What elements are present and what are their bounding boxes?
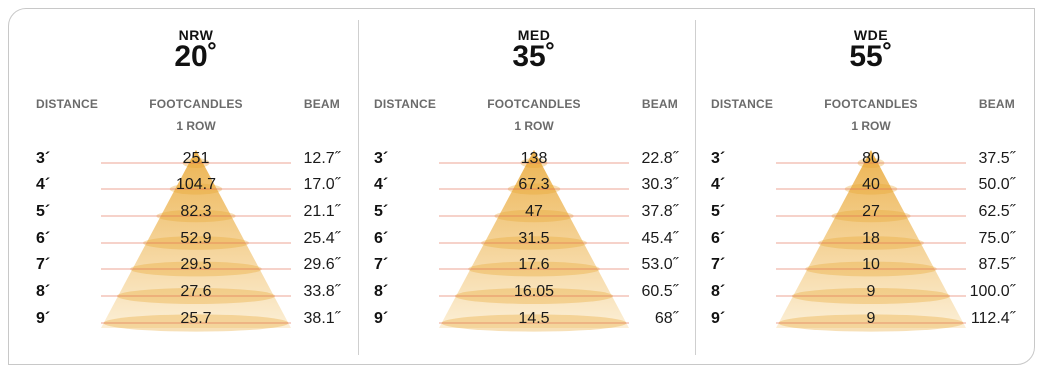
beam-value: 37.5˝ bbox=[978, 150, 1015, 167]
footcandles-value: 251 bbox=[182, 150, 210, 167]
footcandles-value: 80 bbox=[862, 150, 880, 167]
beam-value: 37.8˝ bbox=[641, 203, 678, 220]
beam-value: 50.0˝ bbox=[978, 176, 1015, 193]
distance-value: 9´ bbox=[36, 310, 51, 327]
distance-value: 8´ bbox=[711, 283, 726, 300]
beam-value: 53.0˝ bbox=[641, 256, 678, 273]
footcandles-value: 138 bbox=[520, 150, 548, 167]
beam-panel-wde bbox=[697, 0, 1017, 369]
footcandles-value: 25.7 bbox=[180, 310, 212, 327]
rows-header: 1 ROW bbox=[514, 119, 554, 133]
footcandles-value: 17.6 bbox=[518, 256, 550, 273]
footcandles-value: 82.3 bbox=[180, 203, 212, 220]
beam-angle: 35˚ bbox=[512, 40, 556, 73]
beam-value: 29.6˝ bbox=[303, 256, 340, 273]
rows-header: 1 ROW bbox=[851, 119, 891, 133]
distance-value: 3´ bbox=[711, 150, 726, 167]
beam-value: 17.0˝ bbox=[303, 176, 340, 193]
distance-value: 4´ bbox=[374, 176, 389, 193]
distance-value: 8´ bbox=[36, 283, 51, 300]
rows-header: 1 ROW bbox=[176, 119, 216, 133]
beam-value: 22.8˝ bbox=[641, 150, 678, 167]
distance-value: 9´ bbox=[374, 310, 389, 327]
distance-value: 9´ bbox=[711, 310, 726, 327]
beam-value: 30.3˝ bbox=[641, 176, 678, 193]
footcandles-value: 104.7 bbox=[175, 176, 217, 193]
beam-code: NRW bbox=[178, 27, 214, 43]
distance-value: 6´ bbox=[36, 230, 51, 247]
beam-value: 68˝ bbox=[654, 310, 678, 327]
footcandles-header: FOOTCANDLES bbox=[824, 97, 918, 111]
footcandles-value: 14.5 bbox=[518, 310, 550, 327]
footcandles-header: FOOTCANDLES bbox=[487, 97, 581, 111]
distance-value: 7´ bbox=[374, 256, 389, 273]
beam-value: 33.8˝ bbox=[303, 283, 340, 300]
distance-value: 5´ bbox=[374, 203, 389, 220]
beam-value: 60.5˝ bbox=[641, 283, 678, 300]
distance-header: DISTANCE bbox=[374, 97, 437, 111]
beam-code: MED bbox=[517, 27, 551, 43]
beam-value: 45.4˝ bbox=[641, 230, 678, 247]
beam-header: BEAM bbox=[303, 97, 340, 111]
beam-angle: 55˚ bbox=[849, 40, 893, 73]
footcandles-value: 67.3 bbox=[518, 176, 550, 193]
footcandles-value: 27.6 bbox=[180, 283, 212, 300]
distance-header: DISTANCE bbox=[711, 97, 774, 111]
distance-value: 7´ bbox=[711, 256, 726, 273]
beam-value: 112.4˝ bbox=[970, 310, 1015, 327]
beam-code: WDE bbox=[853, 27, 889, 43]
beam-panel-med bbox=[360, 0, 680, 369]
distance-value: 5´ bbox=[711, 203, 726, 220]
footcandles-value: 47 bbox=[525, 203, 543, 220]
footcandles-header: FOOTCANDLES bbox=[149, 97, 243, 111]
beam-header: BEAM bbox=[978, 97, 1015, 111]
distance-value: 3´ bbox=[374, 150, 389, 167]
footcandles-value: 27 bbox=[862, 203, 880, 220]
beam-value: 12.7˝ bbox=[303, 150, 340, 167]
footcandles-value: 29.5 bbox=[180, 256, 212, 273]
distance-header: DISTANCE bbox=[36, 97, 99, 111]
distance-value: 5´ bbox=[36, 203, 51, 220]
distance-value: 4´ bbox=[711, 176, 726, 193]
beam-header: BEAM bbox=[641, 97, 678, 111]
panel-divider bbox=[358, 20, 359, 355]
footcandles-value: 9 bbox=[866, 310, 876, 327]
beam-value: 87.5˝ bbox=[978, 256, 1015, 273]
footcandles-value: 9 bbox=[866, 283, 876, 300]
distance-value: 3´ bbox=[36, 150, 51, 167]
footcandles-value: 40 bbox=[862, 176, 880, 193]
footcandles-value: 16.05 bbox=[513, 283, 555, 300]
beam-value: 21.1˝ bbox=[303, 203, 340, 220]
distance-value: 4´ bbox=[36, 176, 51, 193]
distance-value: 7´ bbox=[36, 256, 51, 273]
beam-angle: 20˚ bbox=[174, 40, 218, 73]
footcandles-value: 52.9 bbox=[180, 230, 212, 247]
beam-value: 100.0˝ bbox=[969, 283, 1015, 300]
panel-divider bbox=[695, 20, 696, 355]
beam-value: 62.5˝ bbox=[978, 203, 1015, 220]
distance-value: 6´ bbox=[374, 230, 389, 247]
beam-value: 38.1˝ bbox=[303, 310, 340, 327]
footcandles-value: 18 bbox=[862, 230, 880, 247]
footcandles-value: 31.5 bbox=[518, 230, 550, 247]
beam-panel-nrw bbox=[22, 0, 342, 369]
footcandles-value: 10 bbox=[862, 256, 880, 273]
distance-value: 6´ bbox=[711, 230, 726, 247]
beam-value: 75.0˝ bbox=[978, 230, 1015, 247]
beam-value: 25.4˝ bbox=[303, 230, 340, 247]
distance-value: 8´ bbox=[374, 283, 389, 300]
